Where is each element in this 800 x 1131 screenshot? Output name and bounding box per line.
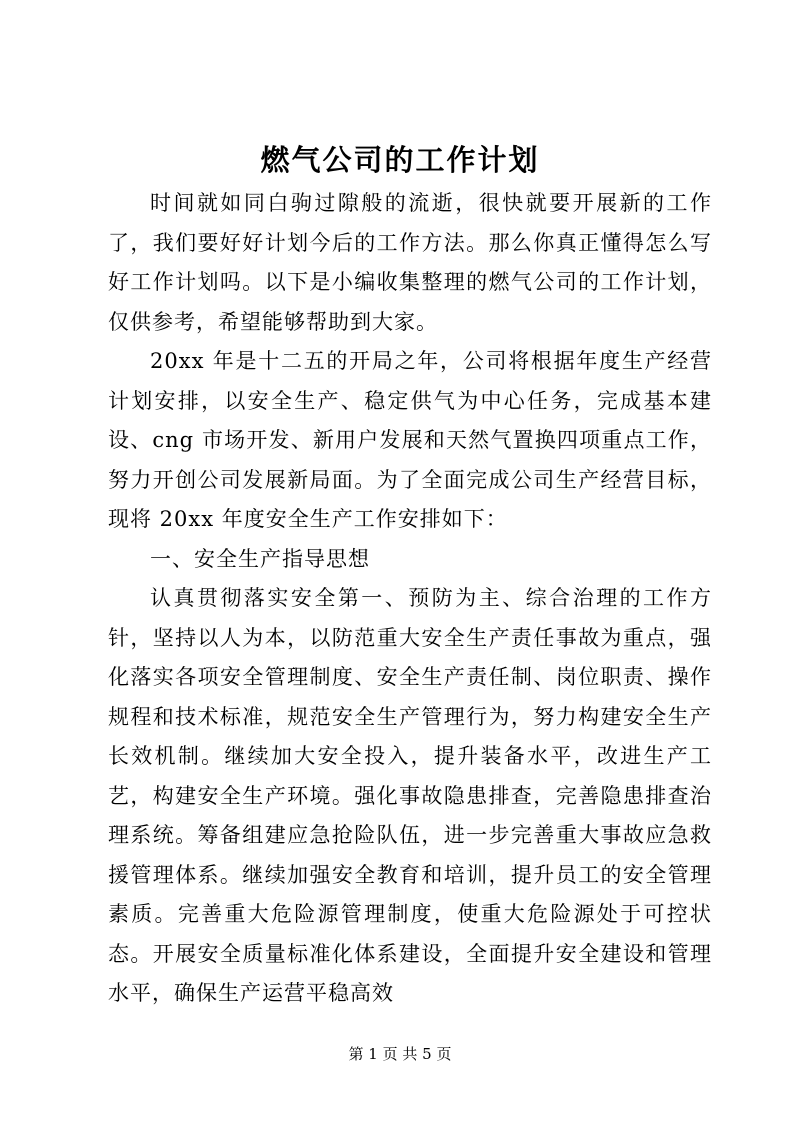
- guiding-principle-paragraph: 认真贯彻落实安全第一、预防为主、综合治理的工作方针，坚持以人为本，以防范重大安全生产责任事故为重点，强化落实各项安全管理制度、安全生产责任制、岗位职责、操作规程和技术标准，规范安全生产管理行为，努力构建安全生产长效机制。继续加大安全投入，提升装备水平，改进生产工艺，构建安全生产环境。强化事故隐患排查，完善隐患排查治理系统。筹备组建应急抢险队伍，进一步完善重大事故应急救援管理体系。继续加强安全教育和培训，提升员工的安全管理素质。完善重大危险源管理制度，使重大危险源处于可控状态。开展安全质量标准化体系建设，全面提升安全建设和管理水平，确保生产运营平稳高效: [108, 586, 712, 1005]
- plan-overview-paragraph: 20xx 年是十二五的开局之年，公司将根据年度生产经营计划安排，以安全生产、稳定供气为中心任务，完成基本建设、cng 市场开发、新用户发展和天然气置换四项重点工作，努力开创公司发展新局面。为了全面完成公司生产经营目标，现将 20xx 年度安全生产工作安排如下：: [108, 349, 712, 531]
- document-body: [108, 184, 712, 1014]
- document-title: 燃气公司的工作计划: [260, 143, 540, 177]
- section-heading: 一、安全生产指导思想: [150, 546, 370, 571]
- intro-paragraph: 时间就如同白驹过隙般的流逝，很快就要开展新的工作了，我们要好好计划今后的工作方法。那么你真正懂得怎么写好工作计划吗。以下是小编收集整理的燃气公司的工作计划，仅供参考，希望能够帮助到大家。: [108, 191, 712, 334]
- page-number-footer: 第 1 页 共 5 页: [348, 1045, 452, 1063]
